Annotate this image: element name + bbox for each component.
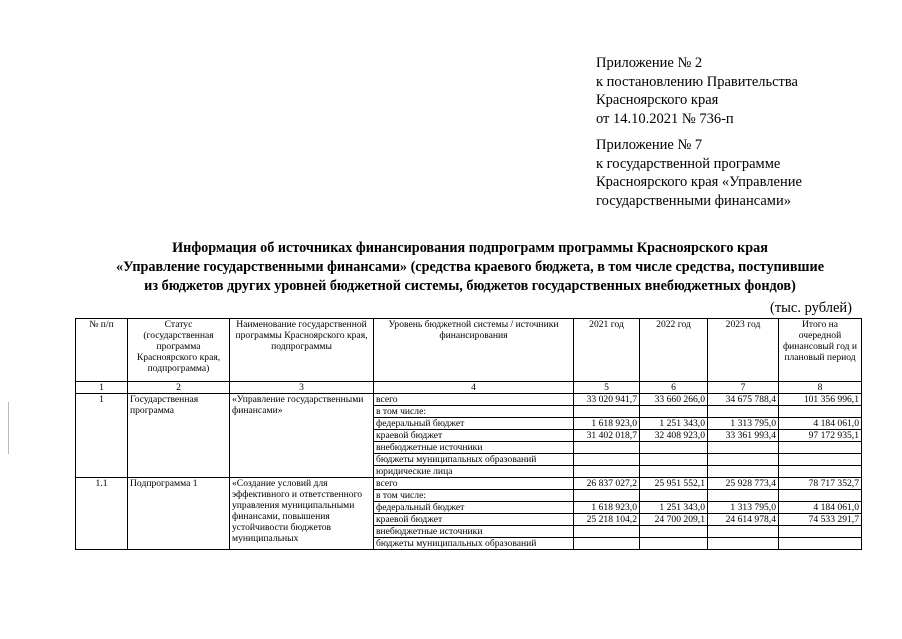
funding-level: в том числе: bbox=[374, 490, 574, 502]
title-line: из бюджетов других уровней бюджетной системы, бюджетов государственных внебюджетных фондов) bbox=[144, 278, 796, 294]
value-2022: 24 700 209,1 bbox=[640, 514, 708, 526]
value-2022 bbox=[640, 538, 708, 550]
column-number: 5 bbox=[574, 382, 640, 394]
value-2022 bbox=[640, 526, 708, 538]
value-2022 bbox=[640, 490, 708, 502]
column-number: 4 bbox=[374, 382, 574, 394]
funding-level: бюджеты муниципальных образований bbox=[374, 538, 574, 550]
value-2021 bbox=[574, 526, 640, 538]
value-2023 bbox=[708, 442, 779, 454]
funding-level: бюджеты муниципальных образований bbox=[374, 454, 574, 466]
value-total bbox=[779, 538, 862, 550]
value-2021 bbox=[574, 454, 640, 466]
scan-artifact-line bbox=[8, 402, 9, 454]
column-number: 7 bbox=[708, 382, 779, 394]
value-total: 4 184 061,0 bbox=[779, 418, 862, 430]
value-total bbox=[779, 526, 862, 538]
value-2022 bbox=[640, 454, 708, 466]
appendix-line: Приложение № 2 bbox=[596, 55, 703, 71]
funding-level: федеральный бюджет bbox=[374, 502, 574, 514]
appendix-line: государственными финансами» bbox=[596, 192, 791, 209]
header-2021: 2021 год bbox=[574, 319, 640, 382]
column-number: 6 bbox=[640, 382, 708, 394]
value-total bbox=[779, 490, 862, 502]
value-2023 bbox=[708, 454, 779, 466]
funding-level: федеральный бюджет bbox=[374, 418, 574, 430]
value-total: 74 533 291,7 bbox=[779, 514, 862, 526]
value-total bbox=[779, 466, 862, 478]
value-total bbox=[779, 406, 862, 418]
funding-level: всего bbox=[374, 394, 574, 406]
appendix-header-program bbox=[596, 136, 802, 210]
column-number: 1 bbox=[76, 382, 128, 394]
value-2021 bbox=[574, 490, 640, 502]
column-number: 3 bbox=[230, 382, 374, 394]
funding-level: краевой бюджет bbox=[374, 514, 574, 526]
value-total bbox=[779, 442, 862, 454]
funding-level: внебюджетные источники bbox=[374, 526, 574, 538]
row-status: Государственная программа bbox=[128, 394, 230, 478]
value-total: 101 356 996,1 bbox=[779, 394, 862, 406]
value-total: 97 172 935,1 bbox=[779, 430, 862, 442]
value-2022: 32 408 923,0 bbox=[640, 430, 708, 442]
header-total: Итого на очередной финансовый год и плановый период bbox=[779, 319, 862, 382]
header-2023: 2023 год bbox=[708, 319, 779, 382]
table-row bbox=[76, 394, 862, 406]
value-total bbox=[779, 454, 862, 466]
value-2022 bbox=[640, 406, 708, 418]
appendix-header-resolution bbox=[596, 54, 798, 128]
value-2023 bbox=[708, 406, 779, 418]
value-2021: 1 618 923,0 bbox=[574, 418, 640, 430]
value-2023 bbox=[708, 490, 779, 502]
value-2023: 25 928 773,4 bbox=[708, 478, 779, 490]
row-program-name: «Управление государственными финансами» bbox=[230, 394, 374, 478]
appendix-line: от 14.10.2021 № 736-п bbox=[596, 110, 734, 127]
financing-table bbox=[75, 318, 862, 550]
value-2021 bbox=[574, 538, 640, 550]
value-total: 78 717 352,7 bbox=[779, 478, 862, 490]
value-2022 bbox=[640, 442, 708, 454]
funding-level: краевой бюджет bbox=[374, 430, 574, 442]
column-number: 2 bbox=[128, 382, 230, 394]
document-title bbox=[60, 239, 880, 296]
header-status: Статус (государственная программа Красноярского края, подпрограмма) bbox=[128, 319, 230, 382]
appendix-line: к постановлению Правительства bbox=[596, 73, 798, 90]
funding-level: внебюджетные источники bbox=[374, 442, 574, 454]
value-2023: 34 675 788,4 bbox=[708, 394, 779, 406]
header-num: № п/п bbox=[76, 319, 128, 382]
unit-label: (тыс. рублей) bbox=[770, 300, 852, 316]
value-2023: 1 313 795,0 bbox=[708, 502, 779, 514]
row-number: 1 bbox=[76, 394, 128, 478]
value-2023: 33 361 993,4 bbox=[708, 430, 779, 442]
row-status: Подпрограмма 1 bbox=[128, 478, 230, 550]
appendix-line: Красноярского края bbox=[596, 92, 719, 108]
value-2022 bbox=[640, 466, 708, 478]
appendix-line: Красноярского края «Управление bbox=[596, 174, 802, 190]
row-program-name: «Создание условий для эффективного и ответственного управления муниципальными финансами, повышения устойчивости бюджетов муниципальных bbox=[230, 478, 374, 550]
value-2023 bbox=[708, 466, 779, 478]
value-2023: 24 614 978,4 bbox=[708, 514, 779, 526]
value-2022: 25 951 552,1 bbox=[640, 478, 708, 490]
column-number-row bbox=[76, 382, 862, 394]
title-line: Информация об источниках финансирования подпрограмм программы Красноярского края bbox=[172, 240, 768, 256]
value-2022: 1 251 343,0 bbox=[640, 502, 708, 514]
value-total: 4 184 061,0 bbox=[779, 502, 862, 514]
value-2021: 25 218 104,2 bbox=[574, 514, 640, 526]
row-number: 1.1 bbox=[76, 478, 128, 550]
value-2021: 31 402 018,7 bbox=[574, 430, 640, 442]
value-2023 bbox=[708, 526, 779, 538]
value-2022: 1 251 343,0 bbox=[640, 418, 708, 430]
value-2021: 26 837 027,2 bbox=[574, 478, 640, 490]
appendix-line: к государственной программе bbox=[596, 155, 781, 172]
value-2021: 33 020 941,7 bbox=[574, 394, 640, 406]
value-2023: 1 313 795,0 bbox=[708, 418, 779, 430]
value-2021 bbox=[574, 406, 640, 418]
value-2021 bbox=[574, 442, 640, 454]
value-2023 bbox=[708, 538, 779, 550]
table-row bbox=[76, 478, 862, 490]
value-2021: 1 618 923,0 bbox=[574, 502, 640, 514]
title-line: «Управление государственными финансами» (средства краевого бюджета, в том числе средства, поступившие bbox=[115, 259, 825, 275]
header-2022: 2022 год bbox=[640, 319, 708, 382]
value-2021 bbox=[574, 466, 640, 478]
value-2022: 33 660 266,0 bbox=[640, 394, 708, 406]
funding-level: юридические лица bbox=[374, 466, 574, 478]
header-level: Уровень бюджетной системы / источники финансирования bbox=[374, 319, 574, 382]
column-number: 8 bbox=[779, 382, 862, 394]
funding-level: в том числе: bbox=[374, 406, 574, 418]
table-header-row bbox=[76, 319, 862, 382]
header-name: Наименование государственной программы Красноярского края, подпрограммы bbox=[230, 319, 374, 382]
appendix-line: Приложение № 7 bbox=[596, 137, 703, 153]
funding-level: всего bbox=[374, 478, 574, 490]
